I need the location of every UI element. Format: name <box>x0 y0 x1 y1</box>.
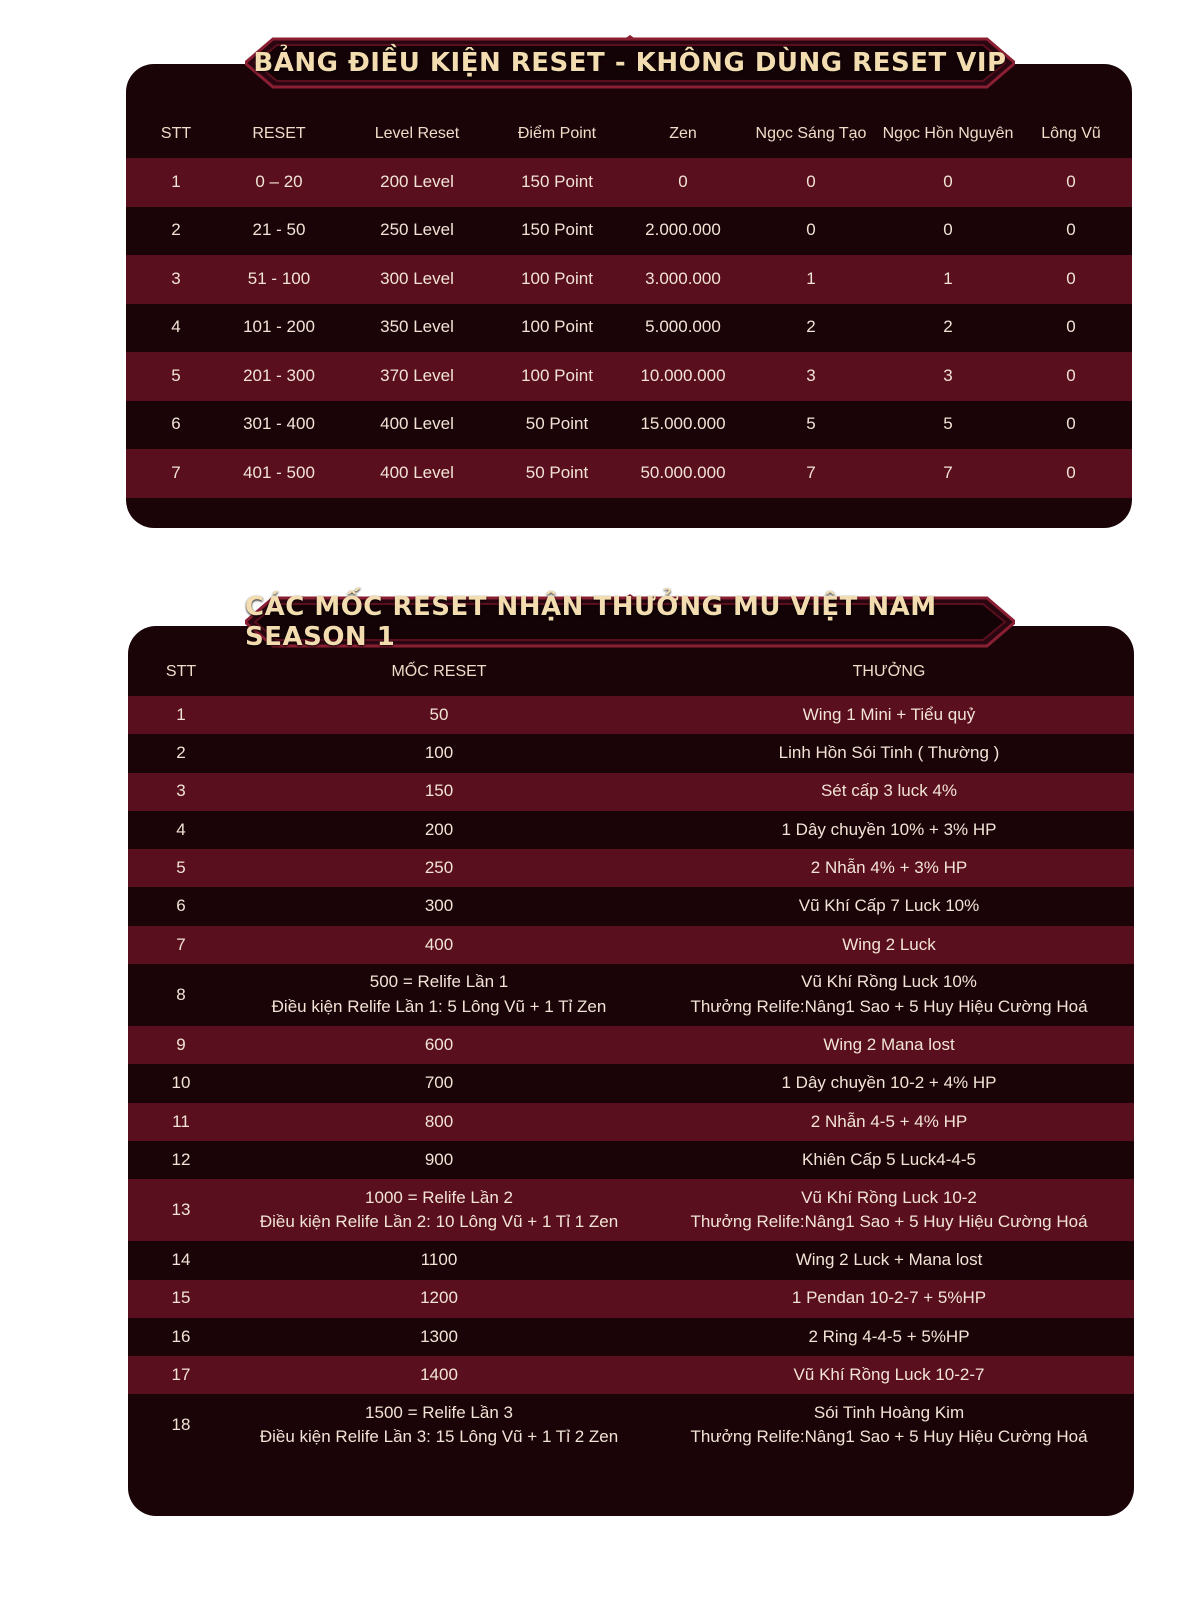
cell-stt: 1 <box>171 171 181 191</box>
cell-level-reset: 200 Level <box>380 171 454 191</box>
cell-stt: 7 <box>171 462 181 482</box>
table-row <box>128 734 1134 772</box>
moc-reset-line: 250 <box>424 858 454 878</box>
reset-conditions-table <box>126 110 1132 498</box>
reset-conditions-panel <box>126 64 1132 528</box>
cell-point: 100 Point <box>521 268 593 288</box>
cell-moc-reset <box>234 703 644 728</box>
header-ngoc-sang-tao: Ngọc Sáng Tạo <box>755 125 867 143</box>
cell-reset: 0 – 20 <box>255 171 303 191</box>
moc-reset-line: 1200 <box>420 1288 458 1308</box>
cell-stt: 6 <box>171 414 181 434</box>
table-header-row <box>128 648 1134 696</box>
cell-ngoc-hon-nguyen: 2 <box>943 317 953 337</box>
thuong-line: Sói Tinh Hoàng Kim <box>813 1402 965 1422</box>
cell-reset: 301 - 400 <box>243 414 315 434</box>
cell-long-vu: 0 <box>1066 268 1076 288</box>
cell-level-reset: 400 Level <box>380 414 454 434</box>
cell-zen: 2.000.000 <box>645 220 721 240</box>
moc-reset-line: 100 <box>424 743 454 763</box>
thuong-line: Linh Hồn Sói Tinh ( Thường ) <box>778 743 1000 763</box>
cell-thuong <box>644 1033 1134 1058</box>
cell-thuong <box>644 1071 1134 1096</box>
cell-ngoc-sang-tao: 1 <box>806 268 816 288</box>
moc-reset-line: 1000 = Relife Lần 2 <box>365 1187 513 1207</box>
table-row <box>128 849 1134 887</box>
cell-stt: 2 <box>171 220 181 240</box>
cell-stt: 16 <box>171 1326 191 1346</box>
moc-reset-line: 700 <box>424 1073 454 1093</box>
cell-reset: 21 - 50 <box>252 220 306 240</box>
cell-thuong <box>644 856 1134 881</box>
cell-zen: 15.000.000 <box>640 414 726 434</box>
cell-stt: 5 <box>176 858 186 878</box>
cell-moc-reset <box>234 1286 644 1311</box>
cell-stt: 2 <box>176 743 186 763</box>
cell-ngoc-hon-nguyen: 5 <box>943 414 953 434</box>
cell-thuong <box>644 703 1134 728</box>
cell-thuong <box>644 1110 1134 1135</box>
thuong-line: Wing 2 Luck <box>842 934 936 954</box>
cell-stt: 5 <box>171 365 181 385</box>
cell-moc-reset <box>234 1071 644 1096</box>
cell-zen: 5.000.000 <box>645 317 721 337</box>
moc-reset-line: 600 <box>424 1034 454 1054</box>
cell-zen: 0 <box>678 171 688 191</box>
thuong-line: 2 Ring 4-4-5 + 5%HP <box>808 1326 970 1346</box>
thuong-line: Vũ Khí Cấp 7 Luck 10% <box>798 896 980 916</box>
table-row <box>128 1394 1134 1456</box>
cell-long-vu: 0 <box>1066 171 1076 191</box>
reset-conditions-body <box>126 158 1132 498</box>
cell-stt: 8 <box>176 984 186 1004</box>
cell-stt: 18 <box>171 1415 191 1435</box>
cell-ngoc-sang-tao: 0 <box>806 171 816 191</box>
table-row <box>128 964 1134 1026</box>
cell-stt: 4 <box>171 317 181 337</box>
cell-thuong <box>644 1186 1134 1235</box>
cell-stt: 11 <box>172 1111 190 1131</box>
thuong-line: Wing 2 Mana lost <box>823 1034 955 1054</box>
moc-reset-line: 1300 <box>420 1326 458 1346</box>
cell-moc-reset <box>234 779 644 804</box>
cell-thuong <box>644 1363 1134 1388</box>
cell-thuong <box>644 1325 1134 1350</box>
table-row <box>128 1179 1134 1241</box>
thuong-line: 2 Nhẫn 4% + 3% HP <box>810 858 968 878</box>
cell-ngoc-hon-nguyen: 0 <box>943 220 953 240</box>
header-moc-reset: MỐC RESET <box>391 663 487 681</box>
cell-reset: 51 - 100 <box>247 268 311 288</box>
cell-moc-reset <box>234 894 644 919</box>
cell-ngoc-hon-nguyen: 7 <box>943 462 953 482</box>
header-ngoc-hon-nguyen: Ngọc Hồn Nguyên <box>882 125 1014 143</box>
cell-level-reset: 370 Level <box>380 365 454 385</box>
moc-reset-line: 1100 <box>420 1250 458 1270</box>
cell-ngoc-sang-tao: 3 <box>806 365 816 385</box>
cell-zen: 50.000.000 <box>640 462 726 482</box>
moc-reset-line: 300 <box>424 896 454 916</box>
table-row <box>126 158 1132 207</box>
cell-point: 50 Point <box>525 462 589 482</box>
cell-thuong <box>644 1248 1134 1273</box>
header-thuong: THƯỞNG <box>852 663 926 681</box>
cell-ngoc-hon-nguyen: 1 <box>943 268 953 288</box>
table-row <box>126 207 1132 256</box>
table-row <box>128 1103 1134 1141</box>
cell-point: 100 Point <box>521 317 593 337</box>
table-row <box>128 773 1134 811</box>
thuong-line: Sét cấp 3 luck 4% <box>820 781 958 801</box>
cell-moc-reset <box>234 741 644 766</box>
table-row <box>126 304 1132 353</box>
reset-rewards-panel <box>128 626 1134 1516</box>
cell-stt: 3 <box>176 781 186 801</box>
cell-stt: 7 <box>176 934 186 954</box>
cell-stt: 3 <box>171 268 181 288</box>
cell-thuong <box>644 1148 1134 1173</box>
cell-thuong <box>644 1286 1134 1311</box>
cell-reset: 101 - 200 <box>243 317 315 337</box>
table-row <box>128 1141 1134 1179</box>
thuong-line: Thưởng Relife:Nâng1 Sao + 5 Huy Hiệu Cường Hoá <box>690 997 1088 1017</box>
table-row <box>126 255 1132 304</box>
cell-stt: 9 <box>176 1034 186 1054</box>
cell-ngoc-sang-tao: 2 <box>806 317 816 337</box>
header-point: Điểm Point <box>517 125 597 143</box>
cell-zen: 3.000.000 <box>645 268 721 288</box>
table-row <box>128 811 1134 849</box>
moc-reset-line: 200 <box>424 819 454 839</box>
cell-thuong <box>644 933 1134 958</box>
cell-level-reset: 250 Level <box>380 220 454 240</box>
thuong-line: Vũ Khí Rồng Luck 10-2-7 <box>793 1364 985 1384</box>
thuong-line: Thưởng Relife:Nâng1 Sao + 5 Huy Hiệu Cường Hoá <box>690 1212 1088 1232</box>
thuong-line: Vũ Khí Rồng Luck 10% <box>801 972 977 992</box>
moc-reset-line: 500 = Relife Lần 1 <box>369 972 509 992</box>
reset-conditions-title: BẢNG ĐIỀU KIỆN RESET - KHÔNG DÙNG RESET VIP <box>253 48 1007 78</box>
cell-stt: 15 <box>171 1288 191 1308</box>
cell-long-vu: 0 <box>1066 317 1076 337</box>
thuong-line: 1 Dây chuyền 10% + 3% HP <box>781 819 997 839</box>
moc-reset-line: Điều kiện Relife Lần 1: 5 Lông Vũ + 1 Tỉ Zen <box>271 997 607 1017</box>
cell-moc-reset <box>234 970 644 1019</box>
cell-moc-reset <box>234 1325 644 1350</box>
cell-ngoc-hon-nguyen: 0 <box>943 171 953 191</box>
thuong-line: Thưởng Relife:Nâng1 Sao + 5 Huy Hiệu Cường Hoá <box>690 1427 1088 1447</box>
thuong-line: 1 Pendan 10-2-7 + 5%HP <box>791 1288 987 1308</box>
cell-stt: 1 <box>176 704 186 724</box>
cell-ngoc-sang-tao: 7 <box>806 462 816 482</box>
cell-moc-reset <box>234 1401 644 1450</box>
header-zen: Zen <box>669 125 697 143</box>
header-reset: RESET <box>252 125 306 143</box>
cell-moc-reset <box>234 1248 644 1273</box>
table-row <box>128 887 1134 925</box>
thuong-line: 2 Nhẫn 4-5 + 4% HP <box>810 1111 968 1131</box>
cell-reset: 401 - 500 <box>243 462 315 482</box>
table-row <box>128 1026 1134 1064</box>
moc-reset-line: 150 <box>424 781 454 801</box>
table-row <box>128 696 1134 734</box>
cell-stt: 12 <box>171 1149 191 1169</box>
header-long-vu: Lông Vũ <box>1041 125 1101 143</box>
cell-moc-reset <box>234 818 644 843</box>
moc-reset-line: 800 <box>424 1111 454 1131</box>
cell-point: 150 Point <box>521 220 593 240</box>
cell-thuong <box>644 741 1134 766</box>
header-level-reset: Level Reset <box>374 125 460 143</box>
cell-point: 150 Point <box>521 171 593 191</box>
reset-rewards-banner <box>245 594 1015 650</box>
moc-reset-line: 1500 = Relife Lần 3 <box>365 1402 513 1422</box>
cell-stt: 4 <box>176 819 186 839</box>
table-row <box>128 1280 1134 1318</box>
table-row <box>128 1356 1134 1394</box>
cell-ngoc-hon-nguyen: 3 <box>943 365 953 385</box>
table-row <box>128 1318 1134 1356</box>
header-stt: STT <box>160 125 192 143</box>
cell-thuong <box>644 779 1134 804</box>
cell-moc-reset <box>234 1110 644 1135</box>
cell-stt: 10 <box>171 1073 191 1093</box>
cell-long-vu: 0 <box>1066 365 1076 385</box>
cell-level-reset: 400 Level <box>380 462 454 482</box>
table-header-row <box>126 110 1132 158</box>
cell-moc-reset <box>234 1363 644 1388</box>
cell-moc-reset <box>234 1033 644 1058</box>
cell-stt: 14 <box>171 1250 191 1270</box>
reset-rewards-body <box>128 696 1134 1456</box>
thuong-line: Wing 2 Luck + Mana lost <box>795 1250 983 1270</box>
cell-level-reset: 300 Level <box>380 268 454 288</box>
moc-reset-line: 50 <box>429 704 449 724</box>
cell-long-vu: 0 <box>1066 220 1076 240</box>
table-row <box>126 352 1132 401</box>
cell-moc-reset <box>234 933 644 958</box>
reset-conditions-banner <box>245 35 1015 91</box>
cell-moc-reset <box>234 856 644 881</box>
cell-stt: 6 <box>176 896 186 916</box>
header-stt: STT <box>165 663 197 681</box>
cell-ngoc-sang-tao: 5 <box>806 414 816 434</box>
thuong-line: Vũ Khí Rồng Luck 10-2 <box>801 1187 977 1207</box>
cell-thuong <box>644 970 1134 1019</box>
cell-reset: 201 - 300 <box>243 365 315 385</box>
table-row <box>128 1064 1134 1102</box>
cell-thuong <box>644 894 1134 919</box>
cell-point: 50 Point <box>525 414 589 434</box>
thuong-line: Wing 1 Mini + Tiểu quỷ <box>802 704 976 724</box>
table-row <box>128 926 1134 964</box>
moc-reset-line: Điều kiện Relife Lần 3: 15 Lông Vũ + 1 Tỉ 2 Zen <box>259 1427 619 1447</box>
moc-reset-line: 900 <box>424 1149 454 1169</box>
reset-rewards-title: CÁC MỐC RESET NHẬN THƯỞNG MU VIỆT NAM SEASON 1 <box>245 592 937 652</box>
cell-zen: 10.000.000 <box>640 365 726 385</box>
cell-thuong <box>644 1401 1134 1450</box>
cell-moc-reset <box>234 1148 644 1173</box>
cell-long-vu: 0 <box>1066 462 1076 482</box>
cell-moc-reset <box>234 1186 644 1235</box>
cell-stt: 13 <box>171 1199 191 1219</box>
thuong-line: 1 Dây chuyền 10-2 + 4% HP <box>781 1073 997 1093</box>
table-row <box>126 449 1132 498</box>
table-row <box>126 401 1132 450</box>
moc-reset-line: 400 <box>424 934 454 954</box>
thuong-line: Khiên Cấp 5 Luck4-4-5 <box>802 1149 976 1169</box>
table-row <box>128 1241 1134 1279</box>
cell-stt: 17 <box>171 1364 191 1384</box>
moc-reset-line: Điều kiện Relife Lần 2: 10 Lông Vũ + 1 Tỉ 1 Zen <box>259 1212 619 1232</box>
cell-level-reset: 350 Level <box>380 317 454 337</box>
cell-thuong <box>644 818 1134 843</box>
cell-ngoc-sang-tao: 0 <box>806 220 816 240</box>
reset-rewards-table <box>128 648 1134 1456</box>
moc-reset-line: 1400 <box>420 1364 458 1384</box>
cell-long-vu: 0 <box>1066 414 1076 434</box>
cell-point: 100 Point <box>521 365 593 385</box>
